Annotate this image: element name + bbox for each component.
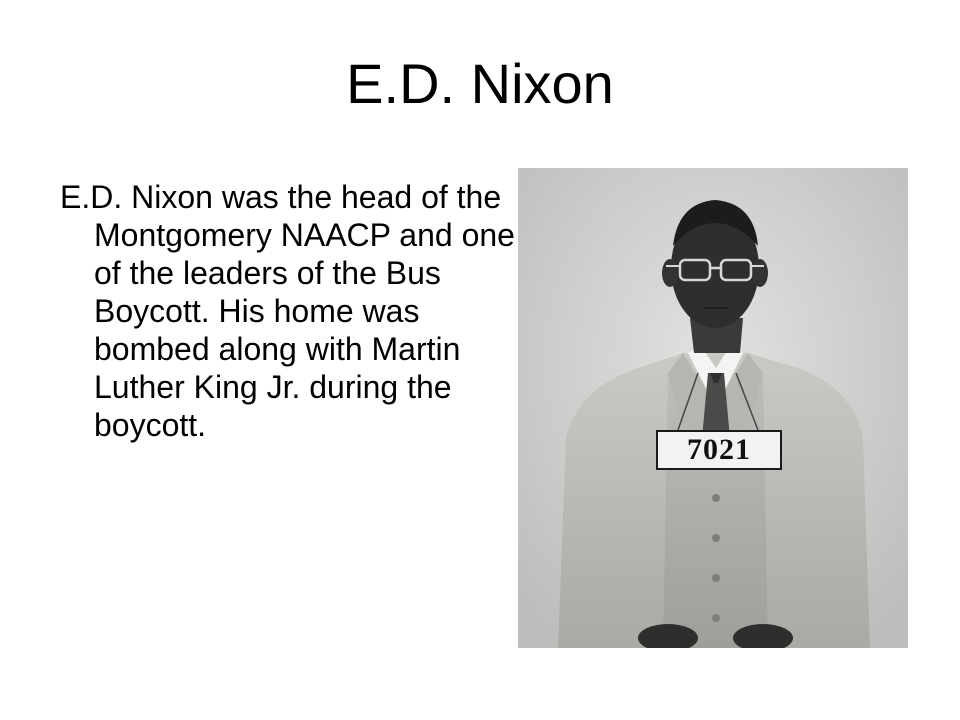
portrait-photo <box>518 168 908 648</box>
bullet-text: E.D. Nixon was the head of the Montgomery NAACP and one of the leaders of the Bus Boycott. His home was bombed along with Martin Luther King Jr. during the boycott. <box>60 179 515 443</box>
inmate-number-placard: 7021 <box>656 430 782 470</box>
slide-title: E.D. Nixon <box>346 52 614 115</box>
portrait-illustration <box>518 168 908 648</box>
